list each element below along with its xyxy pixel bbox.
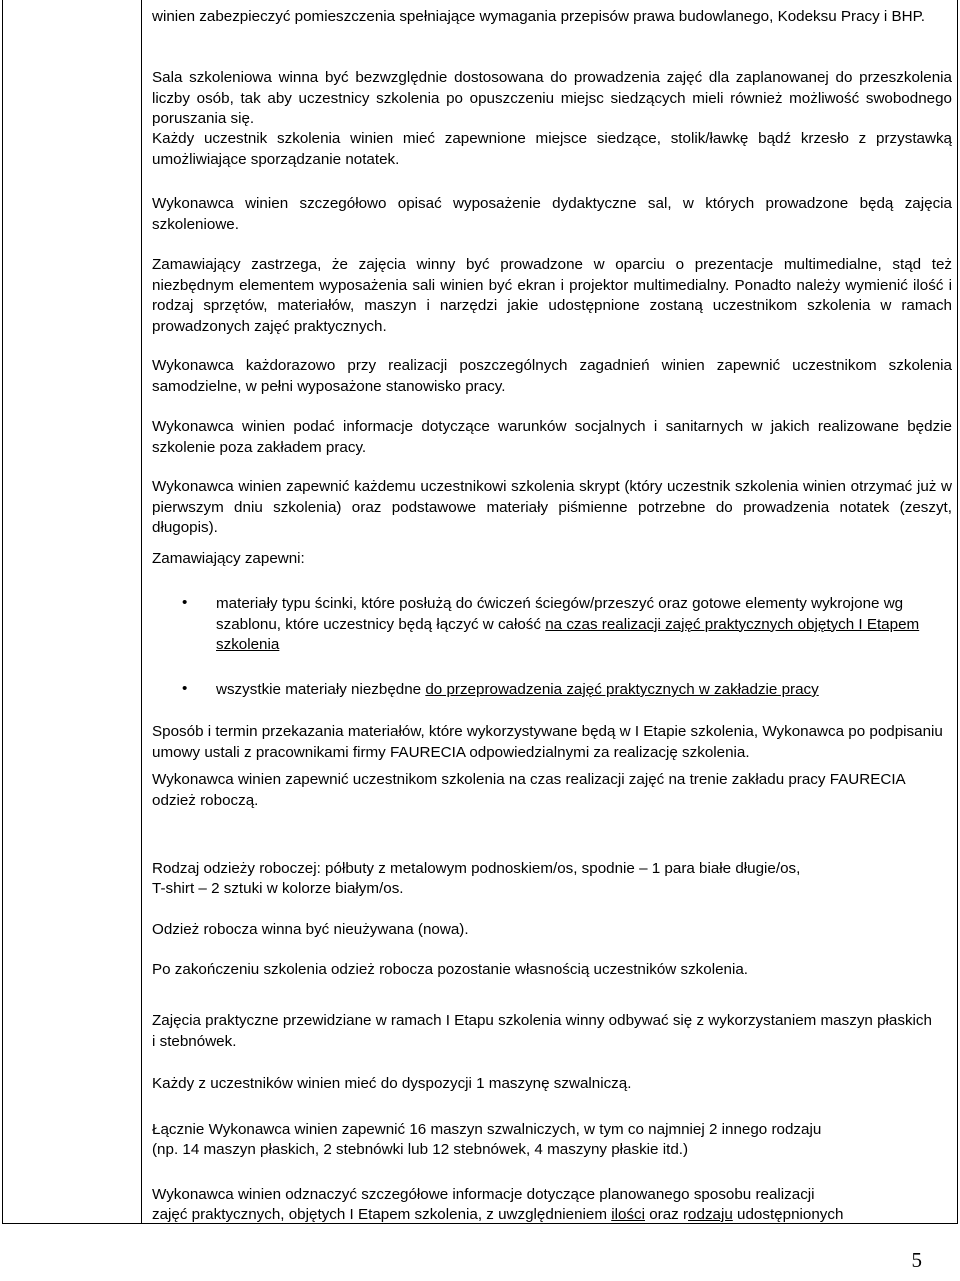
bullet-item xyxy=(216,594,922,656)
paragraph-line: Wykonawca winien odznaczyć szczegółowe informacje dotyczące planowanego sposobu realizacji xyxy=(152,1186,815,1203)
paragraph: Sala szkoleniowa winna być bezwzględnie dostosowana do prowadzenia zajęć dla zaplanowanej do przeszkolenia liczby osób, tak aby uczestnicy szkolenia po opuszczeniu miejsc siedzących mieli również możliwość swobodnego poruszania się. xyxy=(152,69,952,127)
page-number: 5 xyxy=(911,1248,922,1272)
underlined-run: odzaju xyxy=(688,1206,733,1223)
paragraph: Wykonawca każdorazowo przy realizacji poszczególnych zagadnień winien zapewnić uczestnikom szkolenia samodzielne, w pełni wyposażone stanowisko pracy. xyxy=(152,357,952,395)
paragraph: Zajęcia praktyczne przewidziane w ramach I Etapu szkolenia winny odbywać się z wykorzystaniem maszyn płaskich i stebnówek. xyxy=(152,1012,932,1050)
paragraph: Wykonawca winien szczegółowo opisać wyposażenie dydaktyczne sal, w których prowadzone będą zajęcia szkoleniowe. xyxy=(152,195,952,233)
bullet-text: wszystkie materiały niezbędne xyxy=(216,681,426,698)
bullet-item xyxy=(216,680,952,701)
table-left-cell xyxy=(2,0,142,1224)
paragraph: Wykonawca winien zapewnić uczestnikom szkolenia na czas realizacji zajęć na trenie zakładu pracy FAURECIA odzież roboczą. xyxy=(152,771,905,809)
paragraph: Po zakończeniu szkolenia odzież robocza pozostanie własnością uczestników szkolenia. xyxy=(152,961,749,978)
bullet-text: materiały typu ścinki, które posłużą do ćwiczeń ściegów/przeszyć oraz gotowe elementy wykrojone wg szablonu, które uczestnicy będą łączyć w całość xyxy=(216,595,904,633)
paragraph: Wykonawca winien zapewnić każdemu uczestnikowi szkolenia skrypt (który uczestnik szkolenia winien otrzymać już w pierwszym dniu szkolenia) oraz podstawowe materiały piśmienne potrzebne do prowadzenia notatek (zeszyt, długopis). xyxy=(152,478,952,536)
paragraph-line: Rodzaj odzieży roboczej: półbuty z metalowym podnoskiem/os, spodnie – 1 para białe długie/os, xyxy=(152,860,801,877)
paragraph-line: Łącznie Wykonawca winien zapewnić 16 maszyn szwalniczych, w tym co najmniej 2 innego rodzaju xyxy=(152,1121,822,1138)
paragraph-line: (np. 14 maszyn płaskich, 2 stebnówki lub 12 stebnówek, 4 maszyny płaskie itd.) xyxy=(152,1141,689,1158)
paragraph-line: T-shirt – 2 sztuki w kolorze białym/os. xyxy=(152,880,404,897)
paragraph-heading: Zamawiający zapewni: xyxy=(152,550,305,567)
bullet-icon: • xyxy=(182,594,188,611)
paragraph-line xyxy=(152,1205,952,1226)
bullet-icon: • xyxy=(182,680,188,697)
paragraph: Wykonawca winien podać informacje dotyczące warunków socjalnych i sanitarnych w jakich realizowane będzie szkolenie poza zakładem pracy. xyxy=(152,418,952,456)
paragraph: Każdy z uczestników winien mieć do dyspozycji 1 maszynę szwalniczą. xyxy=(152,1075,632,1092)
paragraph: Sposób i termin przekazania materiałów, które wykorzystywane będą w I Etapie szkolenia, Wykonawca po podpisaniu umowy ustali z pracownikami firmy FAURECIA odpowiedzialnymi za realizację szkolenia. xyxy=(152,723,943,761)
underlined-run: ilości xyxy=(611,1206,645,1223)
bullet-underlined-text: do przeprowadzenia zajęć praktycznych w zakładzie pracy xyxy=(425,681,819,698)
paragraph: Każdy uczestnik szkolenia winien mieć zapewnione miejsce siedzące, stolik/ławkę bądź krzesło z przystawką umożliwiające sporządzanie notatek. xyxy=(152,130,952,168)
paragraph: Zamawiający zastrzega, że zajęcia winny być prowadzone w oparciu o prezentacje multimedialne, stąd też niezbędnym elementem wyposażenia sali winien być ekran i projektor multimedialny. Ponadto należy wymienić ilość i rodzaj sprzętów, materiałów, maszyn i narzędzi jakie udostępnione zostaną uczestnikom szkolenia w ramach prowadzonych zajęć praktycznych. xyxy=(152,256,952,335)
paragraph: Odzież robocza winna być nieużywana (nowa). xyxy=(152,921,469,938)
paragraph: winien zabezpieczyć pomieszczenia spełniające wymagania przepisów prawa budowlanego, Kodeksu Pracy i BHP. xyxy=(152,8,926,25)
text-run: udostępnionych xyxy=(732,1206,844,1223)
bullet-underlined-text: na czas realizacji zajęć praktycznych objętych I Etapem szkolenia xyxy=(216,615,920,653)
text-run: oraz r xyxy=(645,1206,689,1223)
text-run: zajęć praktycznych, objętych I Etapem szkolenia, z uwzględnieniem xyxy=(152,1206,612,1223)
